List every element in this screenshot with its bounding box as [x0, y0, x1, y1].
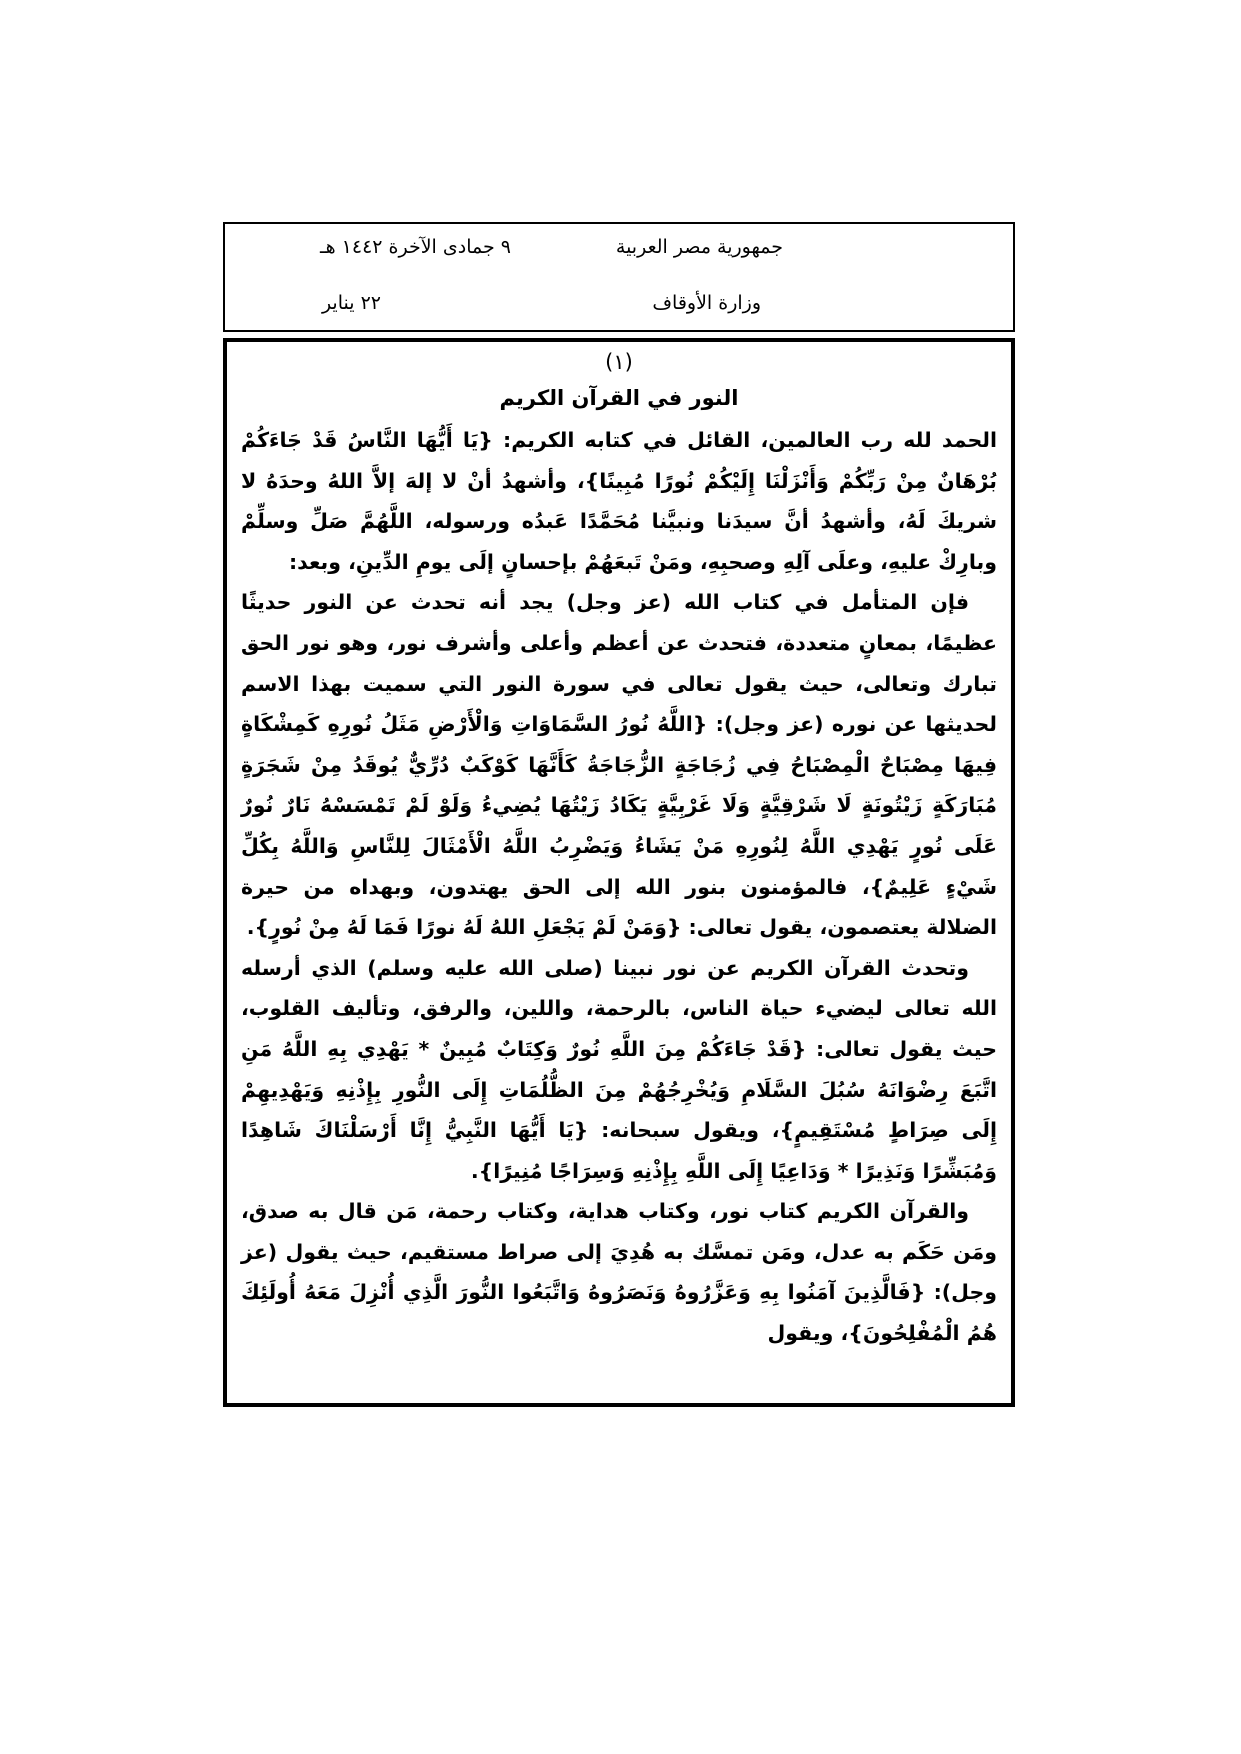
sermon-content-box: [223, 338, 1015, 1407]
paragraph-prophet-light: وتحدث القرآن الكريم عن نور نبينا (صلى الله عليه وسلم) الذي أرسله الله تعالى ليضيء حياة الناس، بالرحمة، واللين، والرفق، وتأليف القلوب، حيث يقول تعالى: {قَدْ جَاءَكُمْ مِنَ اللَّهِ نُورٌ وَكِتَابٌ مُبِينٌ * يَهْدِي بِهِ اللَّهُ مَنِ اتَّبَعَ رِضْوَانَهُ سُبُلَ السَّلَامِ وَيُخْرِجُهُمْ مِنَ الظُّلُمَاتِ إِلَى النُّورِ بِإِذْنِهِ وَيَهْدِيهِمْ إِلَى صِرَاطٍ مُسْتَقِيمٍ}، ويقول سبحانه: {يَا أَيُّهَا النَّبِيُّ إِنَّا أَرْسَلْنَاكَ شَاهِدًا وَمُبَشِّرًا وَنَذِيرًا * وَدَاعِيًا إِلَى اللَّهِ بِإِذْنِهِ وَسِرَاجًا مُنِيرًا}.: [241, 955, 997, 1183]
ministry-name: وزارة الأوقاف: [652, 292, 761, 314]
gregorian-date: ٢٢ يناير: [321, 292, 381, 314]
paragraph-opening: الحمد لله رب العالمين، القائل في كتابه الكريم: {يَا أَيُّهَا النَّاسُ قَدْ جَاءَكُمْ بُرْهَانٌ مِنْ رَبِّكُمْ وَأَنْزَلْنَا إِلَيْكُمْ نُورًا مُبِينًا}، وأشهدُ أنْ لا إلهَ إلاَّ اللهُ وحدَهُ لا شريكَ لَهُ، وأشهدُ أنَّ سيدَنا ونبيَّنا مُحَمَّدًا عَبدُه ورسوله، اللَّهُمَّ صَلِّ وسلِّمْ وبارِكْ عليهِ، وعلَى آلِهِ وصحبِهِ، ومَنْ تَبعَهُمْ بإحسانٍ إلَى يومِ الدِّينِ، وبعد:: [241, 428, 997, 574]
country-name: جمهورية مصر العربية: [615, 236, 783, 258]
paragraph-quran-light: والقرآن الكريم كتاب نور، وكتاب هداية، وكتاب رحمة، مَن قال به صدق، ومَن حَكَم به عدل، ومَن تمسَّك به هُدِيَ إلى صراط مستقيم، حيث يقول (عز وجل): {فَالَّذِينَ آمَنُوا بِهِ وَعَزَّرُوهُ وَنَصَرُوهُ وَاتَّبَعُوا النُّورَ الَّذِي أُنْزِلَ مَعَهُ أُولَئِكَ هُمُ الْمُفْلِحُونَ}، ويقول: [241, 1199, 997, 1346]
sermon-title: النور في القرآن الكريم: [499, 386, 739, 410]
sermon-body: [241, 420, 997, 1354]
header-box: [223, 222, 1015, 332]
page-number: (١): [605, 350, 633, 374]
hijri-date: ٩ جمادى الآخرة ١٤٤٢ هـ: [320, 236, 511, 258]
paragraph-divine-light: فإن المتأمل في كتاب الله (عز وجل) يجد أنه تحدث عن النور حديثًا عظيمًا، بمعانٍ متعددة، فتحدث عن أعظم وأعلى وأشرف نور، وهو نور الحق تبارك وتعالى، حيث يقول تعالى في سورة النور التي سميت بهذا الاسم لحديثها عن نوره (عز وجل): {اللَّهُ نُورُ السَّمَاوَاتِ وَالْأَرْضِ مَثَلُ نُورِهِ كَمِشْكَاةٍ فِيهَا مِصْبَاحٌ الْمِصْبَاحُ فِي زُجَاجَةٍ الزُّجَاجَةُ كَأَنَّهَا كَوْكَبٌ دُرِّيٌّ يُوقَدُ مِنْ شَجَرَةٍ مُبَارَكَةٍ زَيْتُونَةٍ لَا شَرْقِيَّةٍ وَلَا غَرْبِيَّةٍ يَكَادُ زَيْتُهَا يُضِيءُ وَلَوْ لَمْ تَمْسَسْهُ نَارٌ نُورٌ عَلَى نُورٍ يَهْدِي اللَّهُ لِنُورِهِ مَنْ يَشَاءُ وَيَضْرِبُ اللَّهُ الْأَمْثَالَ لِلنَّاسِ وَاللَّهُ بِكُلِّ شَيْءٍ عَلِيمٌ}، فالمؤمنون بنور الله إلى الحق يهتدون، وبهداه من حيرة الضلالة يعتصمون، يقول تعالى: {وَمَنْ لَمْ يَجْعَلِ اللهُ لَهُ نورًا فَمَا لَهُ مِنْ نُورٍ}.: [241, 590, 997, 940]
